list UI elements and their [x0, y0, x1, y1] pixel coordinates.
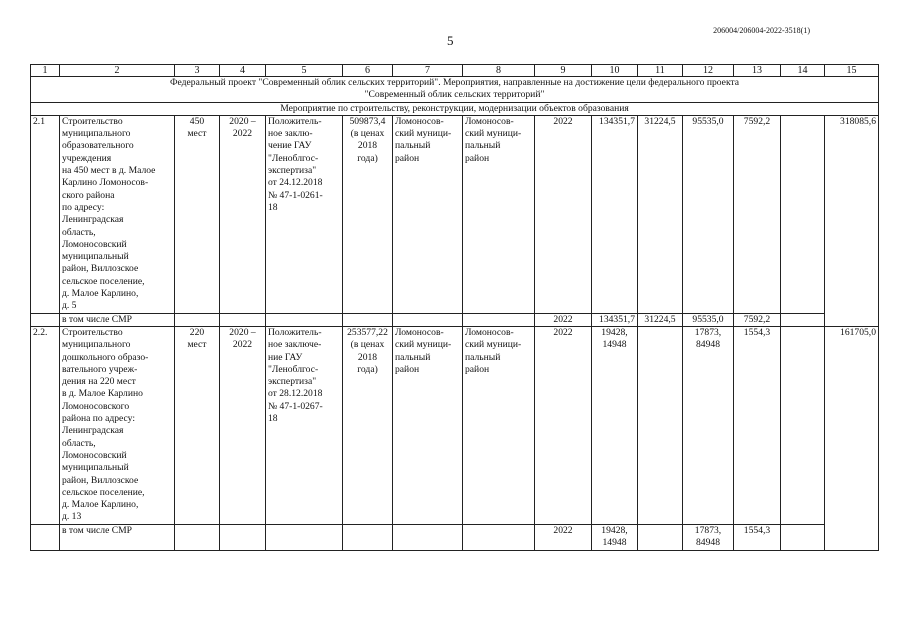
table-row [31, 115, 879, 313]
empty-cell [463, 524, 535, 550]
empty-cell [463, 313, 535, 326]
value-col-14 [781, 326, 825, 524]
empty-cell [220, 313, 266, 326]
smr-col-13: 1554,3 [734, 524, 781, 550]
document-code: 206004/206004-2022-3518(1) [713, 26, 810, 35]
empty-cell [266, 313, 343, 326]
header-cell: 10 [592, 65, 638, 77]
table-row-smr [31, 313, 879, 326]
smr-col-11: 31224,5 [638, 313, 683, 326]
customer: Ломоносов- ский муници- пальный район [393, 115, 463, 313]
header-cell: 15 [825, 65, 879, 77]
header-cell: 4 [220, 65, 266, 77]
empty-cell [393, 313, 463, 326]
value-col-12: 95535,0 [683, 115, 734, 313]
smr-col-10: 19428, 14948 [592, 524, 638, 550]
empty-cell [175, 524, 220, 550]
row-number: 2.2. [31, 326, 60, 524]
empty-cell [393, 524, 463, 550]
period: 2020 – 2022 [220, 115, 266, 313]
capacity: 220 мест [175, 326, 220, 524]
smr-label: в том числе СМР [60, 524, 175, 550]
header-cell: 2 [60, 65, 175, 77]
expert-conclusion: Положитель- ное заклю- чение ГАУ "Леноблгос- экспертиза" от 24.12.2018 № 47-1-0261- 18 [266, 115, 343, 313]
year: 2022 [535, 326, 592, 524]
estimated-cost: 509873,4 (в ценах 2018 года) [343, 115, 393, 313]
object-name: Строительство муниципального образовательного учреждения на 450 мест в д. Малое Карлино Ломоносов- ского района по адресу: Ленинградская область, Ломоносовский муниципальный район, Виллозское сельское поселение, д. Малое Карлино, д. 5 [60, 115, 175, 313]
header-cell: 3 [175, 65, 220, 77]
row-number [31, 313, 60, 326]
measure-title: Мероприятие по строительству, реконструкции, модернизации объектов образования [31, 102, 879, 115]
empty-cell [343, 524, 393, 550]
header-cell: 14 [781, 65, 825, 77]
header-row [31, 65, 879, 77]
value-col-12: 17873, 84948 [683, 326, 734, 524]
smr-col-10: 134351,7 [592, 313, 638, 326]
value-col-11 [638, 326, 683, 524]
year: 2022 [535, 115, 592, 313]
empty-cell [266, 524, 343, 550]
header-cell: 6 [343, 65, 393, 77]
header-cell: 9 [535, 65, 592, 77]
project-title: Федеральный проект "Современный облик сельских территорий". Мероприятия, направленные на достижение цели федерального проекта "Современный облик сельских территорий" [31, 77, 879, 103]
period: 2020 – 2022 [220, 326, 266, 524]
empty-cell [781, 524, 825, 550]
capacity: 450 мест [175, 115, 220, 313]
program-table [30, 64, 879, 551]
value-col-13: 1554,3 [734, 326, 781, 524]
value-col-14 [781, 115, 825, 313]
empty-cell [781, 313, 825, 326]
customer: Ломоносов- ский муници- пальный район [393, 326, 463, 524]
header-cell: 1 [31, 65, 60, 77]
empty-cell [343, 313, 393, 326]
header-cell: 13 [734, 65, 781, 77]
row-number: 2.1 [31, 115, 60, 313]
page-number: 5 [447, 33, 454, 48]
row-number [31, 524, 60, 550]
empty-cell [175, 313, 220, 326]
empty-cell [220, 524, 266, 550]
smr-col-12: 17873, 84948 [683, 524, 734, 550]
owner: Ломоносов- ский муници- пальный район [463, 326, 535, 524]
estimated-cost: 253577,22 (в ценах 2018 года) [343, 326, 393, 524]
table-row-smr [31, 524, 879, 550]
value-col-10: 19428, 14948 [592, 326, 638, 524]
value-col-11: 31224,5 [638, 115, 683, 313]
value-col-15: 318085,6 [825, 115, 879, 326]
measure-title-row [31, 102, 879, 115]
smr-col-13: 7592,2 [734, 313, 781, 326]
value-col-13: 7592,2 [734, 115, 781, 313]
project-title-row [31, 77, 879, 103]
header-cell: 12 [683, 65, 734, 77]
object-name: Строительство муниципального дошкольного образо- вательного учреж- дения на 220 мест в д. Малое Карлино Ломоносовского района по адресу: Ленинградская область, Ломоносовский муниципальный район, Виллозское сельское поселение, д. Малое Карлино, д. 13 [60, 326, 175, 524]
value-col-15: 161705,0 [825, 326, 879, 550]
owner: Ломоносов- ский муници- пальный район [463, 115, 535, 313]
header-cell: 7 [393, 65, 463, 77]
table-row [31, 326, 879, 524]
expert-conclusion: Положитель- ное заключе- ние ГАУ "Леноблгос- экспертиза" от 28.12.2018 № 47-1-0267- 18 [266, 326, 343, 524]
header-cell: 11 [638, 65, 683, 77]
smr-col-12: 95535,0 [683, 313, 734, 326]
smr-col-11 [638, 524, 683, 550]
header-cell: 8 [463, 65, 535, 77]
smr-year: 2022 [535, 313, 592, 326]
header-cell: 5 [266, 65, 343, 77]
smr-label: в том числе СМР [60, 313, 175, 326]
smr-year: 2022 [535, 524, 592, 550]
value-col-10: 134351,7 [592, 115, 638, 313]
